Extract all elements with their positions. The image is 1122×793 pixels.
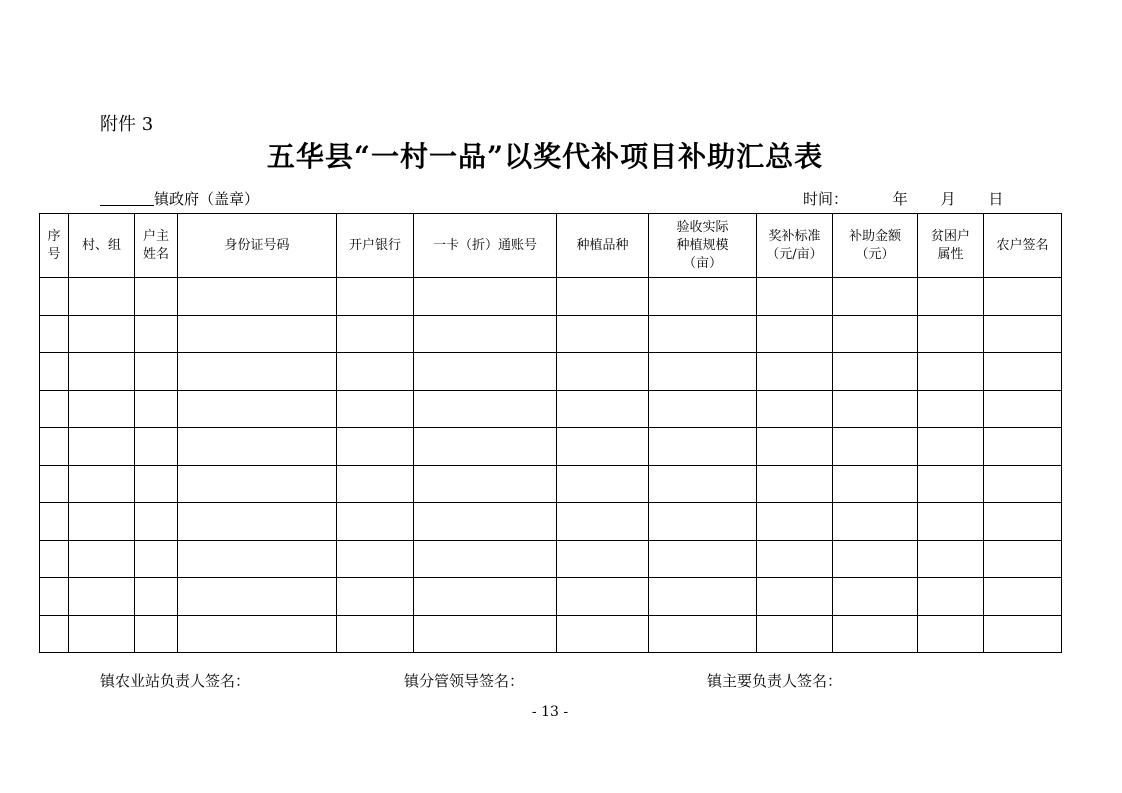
day-label: 日 <box>988 190 1004 208</box>
column-header: 开户银行 <box>337 214 414 278</box>
table-cell[interactable] <box>557 353 649 391</box>
table-cell[interactable] <box>918 578 984 616</box>
table-cell[interactable] <box>649 578 757 616</box>
table-cell[interactable] <box>833 540 918 578</box>
table-cell[interactable] <box>918 615 984 653</box>
attachment-label: 附件 3 <box>100 114 154 135</box>
table-cell[interactable] <box>984 315 1062 353</box>
table-cell[interactable] <box>984 390 1062 428</box>
table-cell[interactable] <box>178 278 337 316</box>
table-cell[interactable] <box>414 578 557 616</box>
gov-seal-line <box>100 188 259 209</box>
column-header: 序 号 <box>40 214 69 278</box>
table-cell[interactable] <box>757 353 833 391</box>
table-cell[interactable] <box>337 578 414 616</box>
table-cell[interactable] <box>69 278 135 316</box>
table-cell[interactable] <box>757 465 833 503</box>
table-cell[interactable] <box>135 503 178 541</box>
table-cell[interactable] <box>557 315 649 353</box>
table-cell[interactable] <box>337 503 414 541</box>
month-label: 月 <box>940 190 956 208</box>
table-cell[interactable] <box>833 503 918 541</box>
table-cell[interactable] <box>414 353 557 391</box>
table-row <box>40 278 1062 316</box>
table-cell[interactable] <box>557 390 649 428</box>
table-cell[interactable] <box>40 428 69 466</box>
table-cell[interactable] <box>337 465 414 503</box>
table-cell[interactable] <box>135 578 178 616</box>
table-cell[interactable] <box>414 465 557 503</box>
table-cell[interactable] <box>918 278 984 316</box>
table-cell[interactable] <box>135 615 178 653</box>
table-cell[interactable] <box>757 278 833 316</box>
table-cell[interactable] <box>649 503 757 541</box>
table-cell[interactable] <box>918 390 984 428</box>
table-cell[interactable] <box>757 390 833 428</box>
column-header: 一卡（折）通账号 <box>414 214 557 278</box>
table-cell[interactable] <box>918 540 984 578</box>
table-cell[interactable] <box>178 578 337 616</box>
table-cell[interactable] <box>557 615 649 653</box>
column-header: 户主 姓名 <box>135 214 178 278</box>
table-cell[interactable] <box>414 390 557 428</box>
table-cell[interactable] <box>984 278 1062 316</box>
table-cell[interactable] <box>649 353 757 391</box>
table-cell[interactable] <box>135 390 178 428</box>
column-header: 农户签名 <box>984 214 1062 278</box>
table-cell[interactable] <box>833 615 918 653</box>
table-cell[interactable] <box>40 465 69 503</box>
table-cell[interactable] <box>557 540 649 578</box>
table-cell[interactable] <box>649 278 757 316</box>
table-cell[interactable] <box>135 353 178 391</box>
table-cell[interactable] <box>833 278 918 316</box>
table-cell[interactable] <box>414 428 557 466</box>
table-cell[interactable] <box>918 465 984 503</box>
time-label: 时间： <box>803 190 849 208</box>
table-cell[interactable] <box>178 390 337 428</box>
table-cell[interactable] <box>69 465 135 503</box>
table-row <box>40 578 1062 616</box>
column-header: 贫困户 属性 <box>918 214 984 278</box>
table-cell[interactable] <box>557 465 649 503</box>
table-cell[interactable] <box>918 353 984 391</box>
table-cell[interactable] <box>984 503 1062 541</box>
table-cell[interactable] <box>337 540 414 578</box>
column-header: 身份证号码 <box>178 214 337 278</box>
table-cell[interactable] <box>178 503 337 541</box>
table-cell[interactable] <box>984 540 1062 578</box>
table-cell[interactable] <box>757 578 833 616</box>
table-cell[interactable] <box>557 278 649 316</box>
table-cell[interactable] <box>833 428 918 466</box>
table-cell[interactable] <box>918 428 984 466</box>
table-cell[interactable] <box>557 428 649 466</box>
table-cell[interactable] <box>833 465 918 503</box>
page-number: - 13 - <box>531 704 569 720</box>
table-cell[interactable] <box>757 503 833 541</box>
table-cell[interactable] <box>178 615 337 653</box>
table-cell[interactable] <box>135 465 178 503</box>
table-cell[interactable] <box>40 540 69 578</box>
table-cell[interactable] <box>414 278 557 316</box>
table-row <box>40 540 1062 578</box>
table-cell[interactable] <box>833 390 918 428</box>
table-cell[interactable] <box>918 315 984 353</box>
table-cell[interactable] <box>757 428 833 466</box>
agri-station-signature-label: 镇农业站负责人签名： <box>100 672 251 690</box>
chief-leader-signature-label: 镇主要负责人签名： <box>707 672 843 690</box>
table-row <box>40 315 1062 353</box>
table-row <box>40 428 1062 466</box>
table-cell[interactable] <box>414 615 557 653</box>
table-row <box>40 465 1062 503</box>
table-row <box>40 353 1062 391</box>
table-cell[interactable] <box>135 540 178 578</box>
table-cell[interactable] <box>178 353 337 391</box>
table-cell[interactable] <box>984 353 1062 391</box>
table-row <box>40 390 1062 428</box>
table-cell[interactable] <box>337 615 414 653</box>
table-cell[interactable] <box>649 540 757 578</box>
table-cell[interactable] <box>649 315 757 353</box>
table-cell[interactable] <box>337 428 414 466</box>
table-cell[interactable] <box>40 353 69 391</box>
column-header: 补助金额 （元） <box>833 214 918 278</box>
column-header: 奖补标准 （元/亩） <box>757 214 833 278</box>
table-cell[interactable] <box>337 390 414 428</box>
column-header: 验收实际 种植规模 （亩） <box>649 214 757 278</box>
table-cell[interactable] <box>649 615 757 653</box>
table-cell[interactable] <box>414 315 557 353</box>
table-cell[interactable] <box>69 353 135 391</box>
table-cell[interactable] <box>69 578 135 616</box>
table-cell[interactable] <box>414 540 557 578</box>
table-cell[interactable] <box>649 465 757 503</box>
table-cell[interactable] <box>649 390 757 428</box>
table-cell[interactable] <box>40 278 69 316</box>
time-line <box>803 188 1003 209</box>
table-row <box>40 615 1062 653</box>
table-cell[interactable] <box>69 390 135 428</box>
table-cell[interactable] <box>833 315 918 353</box>
table-cell[interactable] <box>337 353 414 391</box>
table-cell[interactable] <box>178 465 337 503</box>
gov-seal-label: 镇政府（盖章） <box>154 190 260 208</box>
table-cell[interactable] <box>414 503 557 541</box>
town-name-blank <box>100 191 154 206</box>
deputy-leader-signature-label: 镇分管领导签名： <box>404 672 525 690</box>
table-cell[interactable] <box>984 615 1062 653</box>
table-cell[interactable] <box>984 428 1062 466</box>
table-cell[interactable] <box>178 540 337 578</box>
table-cell[interactable] <box>557 578 649 616</box>
table-cell[interactable] <box>135 315 178 353</box>
table-header-row <box>40 214 1062 278</box>
table-cell[interactable] <box>833 353 918 391</box>
table-cell[interactable] <box>833 578 918 616</box>
subsidy-summary-table <box>39 213 1062 653</box>
table-cell[interactable] <box>40 578 69 616</box>
column-header: 种植品种 <box>557 214 649 278</box>
document-title: 五华县“一村一品”以奖代补项目补助汇总表 <box>266 140 824 173</box>
table-cell[interactable] <box>649 428 757 466</box>
table-cell[interactable] <box>984 465 1062 503</box>
table-cell[interactable] <box>757 540 833 578</box>
table-body <box>40 278 1062 653</box>
table-cell[interactable] <box>135 278 178 316</box>
table-cell[interactable] <box>69 428 135 466</box>
table-cell[interactable] <box>337 278 414 316</box>
table-cell[interactable] <box>984 578 1062 616</box>
table-cell[interactable] <box>178 428 337 466</box>
table-cell[interactable] <box>69 615 135 653</box>
year-label: 年 <box>892 190 908 208</box>
table-row <box>40 503 1062 541</box>
table-cell[interactable] <box>40 503 69 541</box>
table-cell[interactable] <box>918 503 984 541</box>
table-cell[interactable] <box>40 615 69 653</box>
table-cell[interactable] <box>337 315 414 353</box>
table-cell[interactable] <box>69 540 135 578</box>
column-header: 村、组 <box>69 214 135 278</box>
table-cell[interactable] <box>178 315 337 353</box>
table-cell[interactable] <box>69 503 135 541</box>
table-cell[interactable] <box>69 315 135 353</box>
table-cell[interactable] <box>135 428 178 466</box>
table-cell[interactable] <box>757 615 833 653</box>
table-cell[interactable] <box>557 503 649 541</box>
table-cell[interactable] <box>40 390 69 428</box>
table-cell[interactable] <box>40 315 69 353</box>
table-cell[interactable] <box>757 315 833 353</box>
